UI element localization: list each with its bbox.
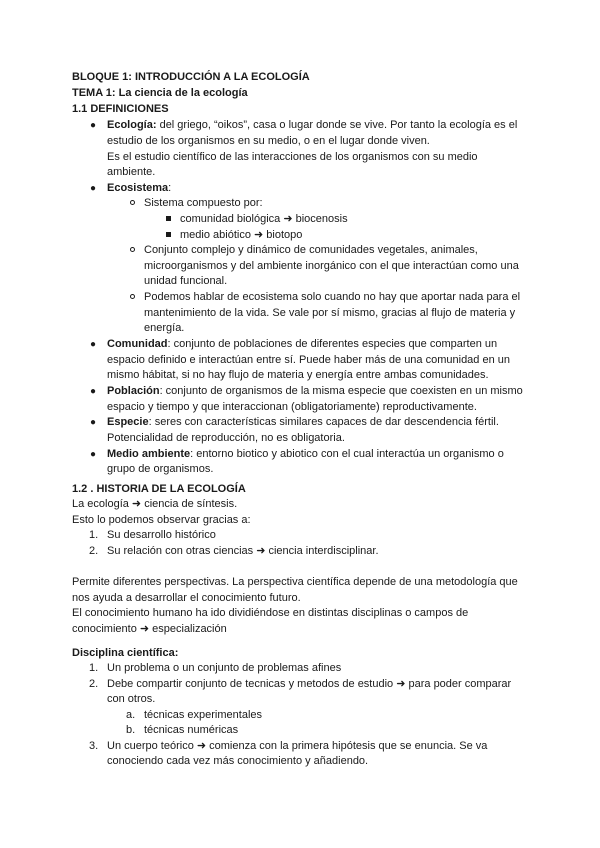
- body-text: La ecología ➜ ciencia de síntesis.: [72, 498, 238, 510]
- def-text: ambiente.: [107, 166, 156, 178]
- list-item: Su relación con otras ciencias ➜ ciencia interdisciplinar.: [107, 545, 379, 557]
- list-item: Su desarrollo histórico: [107, 529, 216, 541]
- list-item: con otros.: [107, 693, 156, 705]
- theme-title: TEMA 1: La ciencia de la ecología: [72, 87, 248, 99]
- sublist-item: técnicas numéricas: [144, 724, 239, 736]
- def-text: grupo de organismos.: [107, 463, 214, 475]
- sublist-letter: a.: [126, 709, 136, 721]
- def-ecosistema-line: [107, 181, 171, 197]
- def-text: energía.: [144, 322, 185, 334]
- bullet-icon: ●: [90, 183, 97, 194]
- list-item: conociendo cada vez más conocimiento y añadiendo.: [107, 755, 369, 767]
- def-text: del griego, “oikos”, casa o lugar donde se vive. Por tanto la ecología es el: [156, 119, 518, 131]
- sublist-item: técnicas experimentales: [144, 709, 263, 721]
- def-comunidad-line: [107, 337, 497, 353]
- def-text: mismo hábitat, si no hay flujo de materia y energía entre ambas comunidades.: [107, 369, 489, 381]
- def-text: Sistema compuesto por:: [144, 197, 263, 209]
- def-text: comunidad biológica ➜ biocenosis: [180, 213, 348, 225]
- term-especie: Especie: [107, 416, 149, 428]
- def-text: mantenimiento de la vida. Se vale por sí mismo, gracias al flujo de materia y: [144, 307, 516, 319]
- term-ecologia: Ecología:: [107, 119, 157, 131]
- def-text: : seres con características similares capaces de dar descendencia fértil.: [148, 416, 499, 428]
- list-number: 1.: [89, 662, 99, 674]
- list-item: Un cuerpo teórico ➜ comienza con la primera hipótesis que se enuncia. Se va: [107, 740, 488, 752]
- def-text: Potencialidad de reproducción, no es obligatoria.: [107, 432, 345, 444]
- def-ecologia-line: [107, 118, 517, 134]
- bullet-icon: ●: [90, 339, 97, 350]
- def-text: : entorno biotico y abiotico con el cual interactúa un organismo o: [190, 448, 504, 460]
- sublist-letter: b.: [126, 724, 136, 736]
- list-item: Debe compartir conjunto de tecnicas y metodos de estudio ➜ para poder comparar: [107, 678, 512, 690]
- term-ecosistema: Ecosistema: [107, 182, 169, 194]
- square-bullet-icon: [166, 216, 171, 221]
- def-text: espacio y tiempo y que interaccionan (obligatoriamente) reproductivamente.: [107, 401, 477, 413]
- def-text: : conjunto de organismos de la misma especie que coexisten en un mismo: [159, 385, 523, 397]
- list-number: 2.: [89, 545, 99, 557]
- def-text: :: [168, 182, 172, 194]
- section-1-title: 1.1 DEFINICIONES: [72, 103, 169, 115]
- list-number: 1.: [89, 529, 99, 541]
- list-item: Un problema o un conjunto de problemas afines: [107, 662, 342, 674]
- def-text: Podemos hablar de ecosistema solo cuando no hay que aportar nada para el: [144, 291, 521, 303]
- bullet-icon: ●: [90, 449, 97, 460]
- circle-bullet-icon: [130, 200, 135, 205]
- body-text: Permite diferentes perspectivas. La perspectiva científica depende de una metodología que: [72, 576, 518, 588]
- def-text: espacio definido e interactúan entre sí. Puede haber más de una comunidad en un: [107, 354, 510, 366]
- body-text: El conocimiento humano ha ido dividiéndose en distintas disciplinas o campos de: [72, 607, 469, 619]
- def-especie-line: [107, 415, 499, 431]
- term-comunidad: Comunidad: [107, 338, 168, 350]
- def-text: estudio de los organismos en su medio, o en el lugar donde viven.: [107, 135, 430, 147]
- square-bullet-icon: [166, 232, 171, 237]
- term-poblacion: Población: [107, 385, 160, 397]
- def-medio-ambiente-line: [107, 447, 504, 463]
- term-medio-ambiente: Medio ambiente: [107, 448, 191, 460]
- def-text: microorganismos y del ambiente inorgánico con el que interactúan como una: [144, 260, 519, 272]
- bullet-icon: ●: [90, 417, 97, 428]
- section-2-title: 1.2 . HISTORIA DE LA ECOLOGÍA: [72, 483, 246, 495]
- body-text: Esto lo podemos observar gracias a:: [72, 514, 251, 526]
- circle-bullet-icon: [130, 247, 135, 252]
- list-number: 2.: [89, 678, 99, 690]
- def-text: Conjunto complejo y dinámico de comunidades vegetales, animales,: [144, 244, 478, 256]
- def-text: unidad funcional.: [144, 275, 228, 287]
- list-number: 3.: [89, 740, 99, 752]
- bullet-icon: ●: [90, 386, 97, 397]
- circle-bullet-icon: [130, 294, 135, 299]
- body-text: nos ayuda a desarrollar el conocimiento futuro.: [72, 592, 301, 604]
- bullet-icon: ●: [90, 120, 97, 131]
- def-text: Es el estudio científico de las interacciones de los organismos con su medio: [107, 151, 478, 163]
- disciplina-title: Disciplina científica:: [72, 647, 179, 659]
- block-title: BLOQUE 1: INTRODUCCIÓN A LA ECOLOGÍA: [72, 71, 310, 83]
- def-text: : conjunto de poblaciones de diferentes especies que comparten un: [167, 338, 498, 350]
- def-text: medio abiótico ➜ biotopo: [180, 229, 303, 241]
- def-poblacion-line: [107, 384, 523, 400]
- body-text: conocimiento ➜ especialización: [72, 623, 227, 635]
